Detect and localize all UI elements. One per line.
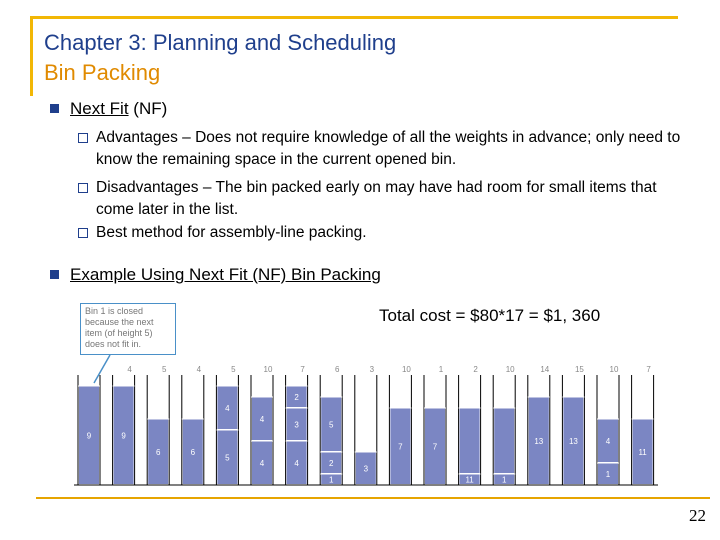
- bin-item-label: 5: [225, 453, 230, 463]
- bin-item-label: 13: [534, 437, 544, 446]
- bin-item-label: 4: [259, 459, 265, 468]
- slide-subtitle: Bin Packing: [44, 60, 161, 85]
- next-item-label: 5: [231, 365, 236, 374]
- bin-item-label: 2: [294, 393, 299, 402]
- next-item-label: 7: [300, 365, 305, 374]
- callout-note: Bin 1 is closed because the next item (of height 5) does not fit in.: [80, 303, 176, 355]
- callout-arrow: [94, 355, 110, 383]
- example-link[interactable]: Example Using Next Fit (NF) Bin Packing: [70, 265, 381, 284]
- bin-item-label: 11: [465, 475, 474, 485]
- page-number: 22: [689, 506, 706, 525]
- next-item-label: 6: [334, 365, 340, 374]
- bin-item-label: 4: [259, 415, 265, 424]
- bin-item-label: 7: [432, 442, 438, 452]
- bin-item-label: 2: [328, 459, 334, 468]
- bin-item-label: 9: [86, 431, 92, 441]
- next-item-label: 10: [505, 365, 515, 374]
- sub-item-advantages: Advantages – Does not require knowledge of all the weights in advance; only need to know the remaining space in the current opened bin.: [96, 129, 681, 168]
- bin-item-label: 6: [155, 448, 161, 457]
- bin-item-label: 11: [638, 448, 647, 457]
- bin-item-label: 9: [121, 431, 126, 441]
- bin-item-label: 1: [605, 470, 611, 479]
- next-item-label: 10: [263, 365, 273, 374]
- slide-title: Chapter 3: Planning and Scheduling: [44, 30, 397, 55]
- next-item-label: 3: [369, 365, 375, 374]
- next-item-label: 5: [161, 365, 167, 374]
- bin-item-label: 5: [328, 420, 334, 430]
- bin-item-label: 7: [398, 442, 403, 452]
- sub-item-best-method: Best method for assembly-line packing.: [96, 224, 367, 241]
- bin-item-label: 6: [190, 448, 196, 457]
- nf-suffix: (NF): [128, 99, 168, 118]
- next-item-label: 1: [438, 365, 444, 374]
- next-item-label: 4: [127, 365, 132, 374]
- bin-item-label: 3: [294, 420, 299, 430]
- bin-item: [460, 408, 480, 473]
- next-item-label: 10: [609, 365, 619, 374]
- next-item-label: 15: [574, 365, 584, 374]
- bin-item: [494, 408, 514, 473]
- next-item-label: 7: [646, 365, 651, 374]
- next-item-label: 14: [540, 365, 550, 374]
- next-item-label: 10: [401, 365, 411, 374]
- bin-item-label: 4: [605, 437, 611, 446]
- total-cost: Total cost = $80*17 = $1, 360: [379, 306, 601, 325]
- bin-item-label: 1: [501, 475, 507, 485]
- bottom-rule: [36, 497, 710, 499]
- bin-item-label: 3: [363, 464, 369, 474]
- bin-item-label: 4: [225, 404, 230, 413]
- bin-item-label: 13: [568, 437, 578, 446]
- next-item-label: 4: [196, 365, 202, 374]
- bin-item-label: 1: [328, 475, 334, 485]
- sub-item-disadvantages: Disadvantages – The bin packed early on may have had room for small items that come later in the list.: [96, 179, 657, 218]
- next-fit-link[interactable]: Next Fit: [70, 99, 129, 118]
- bin-item-label: 4: [294, 459, 299, 468]
- next-item-label: 2: [473, 365, 478, 374]
